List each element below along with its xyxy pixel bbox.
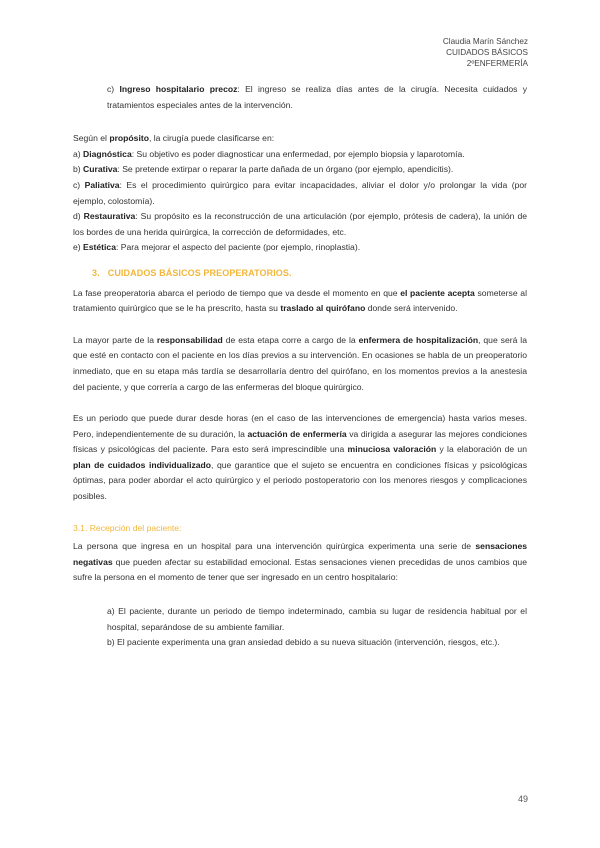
paragraph-text: someterse al tratamiento quirúrgico que se le ha prescrito, hasta su <box>73 287 527 314</box>
section-3-paragraph-2 <box>73 333 527 395</box>
item-text: : Su propósito es la reconstrucción de una articulación (por ejemplo, prótesis de cadera), la unión de los bordes de una herida quirúrgica, la corrección de deformidades, etc. <box>73 211 528 237</box>
page-number: 49 <box>517 794 528 804</box>
header-author: Claudia Marín Sánchez <box>442 37 528 46</box>
paragraph-text: Es un periodo que puede durar desde horas (en el caso de las intervenciones de emergencia) hasta varios meses. Pero, independientemente de su duración, la <box>73 413 527 439</box>
proposito-item-a <box>73 147 527 163</box>
bold-term: plan de cuidados individualizado <box>73 459 212 470</box>
header-subject: CUIDADOS BÁSICOS <box>446 48 528 57</box>
section-number: 3. <box>92 267 100 278</box>
section-title: CUIDADOS BÁSICOS PREOPERATORIOS. <box>107 267 292 278</box>
bold-term: el paciente acepta <box>400 287 475 298</box>
section-3-paragraph-1 <box>73 286 527 317</box>
item-prefix: b) <box>73 164 84 175</box>
paragraph-text: donde será intervenido. <box>365 303 458 314</box>
bold-term: enfermera de hospitalización <box>358 334 479 345</box>
item-term: Ingreso hospitalario precoz <box>119 84 238 94</box>
paragraph-text: , que garantice que el sujeto se encuentra en condiciones físicas y psicológicas óptimas, para poder abordar el acto quirúrgico y el periodo postoperatorio con los menores riesgos y complicaciones posibles. <box>73 459 527 502</box>
proposito-intro <box>73 131 527 147</box>
paragraph-text: que pueden afectar su estabilidad emocional. Estas sensaciones vienen precedidas de unos cambios que sufre la persona en el momento de tener que ser ingresado en un centro hospitalario: <box>73 556 527 583</box>
item-term: Diagnóstica <box>83 148 132 159</box>
paragraph-text: , que será la que esté en contacto con el paciente en los días previos a su intervención. En ocasiones se habla de un preoperatorio inmediato, que en su etapa más tardía se desarrollaría dentro del quirófano, en los momentos previos a la anestesia del paciente, y que correría a cargo de las enfermeras del bloque quirúrgico. <box>73 334 527 392</box>
paragraph-text: y la elaboración de un <box>436 444 527 455</box>
item-prefix: a) <box>73 148 84 159</box>
bold-term: sensaciones negativas <box>73 541 527 567</box>
bold-term: traslado al quirófano <box>280 303 366 314</box>
page-content <box>73 82 527 651</box>
item-term: Curativa <box>83 164 118 175</box>
item-prefix: e) <box>73 242 84 253</box>
item-prefix: c) <box>73 179 85 190</box>
paragraph-text: La mayor parte de la <box>73 334 157 345</box>
paragraph-text: de esta etapa corre a cargo de la <box>222 334 359 345</box>
header-course: 2ºENFERMERÍA <box>466 59 528 68</box>
item-term: Restaurativa <box>83 211 136 222</box>
proposito-item-d <box>73 209 527 240</box>
item-text: : Su objetivo es poder diagnosticar una enfermedad, por ejemplo biopsia y laparotomía. <box>131 148 465 159</box>
item-term: Estética <box>83 242 116 253</box>
subsection-3-1-paragraph <box>73 539 527 586</box>
paragraph-text: va dirigida a asegurar las mejores condiciones físicas y psicológicas del paciente. Para esto será imprescindible una <box>73 428 527 455</box>
item-term: Paliativa <box>84 179 120 190</box>
item-text: : Es el procedimiento quirúrgico para evitar incapacidades, aliviar el dolor y/o prolongar la vida (por ejemplo, colostomía). <box>73 179 528 206</box>
item-prefix: d) <box>73 211 84 222</box>
proposito-item-c <box>73 178 527 209</box>
item-text: : El ingreso se realiza días antes de la cirugía. Necesita cuidados y tratamientos especiales antes de la intervención. <box>107 84 528 110</box>
item-prefix: c) <box>107 84 120 94</box>
paragraph-text: La fase preoperatoria abarca el periodo de tiempo que va desde el momento en que <box>73 287 401 298</box>
subsection-3-1-heading: 3.1. Recepción del paciente: <box>73 522 182 533</box>
section-3-heading <box>92 266 527 282</box>
subsection-item-b: b) El paciente experimenta una gran ansiedad debido a su nueva situación (intervención, riesgos, etc.). <box>107 637 500 648</box>
bold-term: minuciosa valoración <box>347 444 437 455</box>
page-header <box>443 36 528 69</box>
item-text: : Se pretende extirpar o reparar la parte dañada de un órgano (por ejemplo, apendicitis). <box>117 164 454 175</box>
subsection-item-a: a) El paciente, durante un periodo de tiempo indeterminado, cambia su lugar de residencia habitual por el hospital, separándose de su ambiente familiar. <box>107 606 527 632</box>
item-text: : Para mejorar el aspecto del paciente (por ejemplo, rinoplastia). <box>116 242 361 253</box>
item-c-ingreso-precoz <box>73 82 527 113</box>
intro-text: Según el <box>73 133 110 144</box>
bold-term: responsabilidad <box>156 334 223 345</box>
proposito-item-e <box>73 240 527 256</box>
section-3-paragraph-3 <box>73 411 527 505</box>
intro-text: , la cirugía puede clasificarse en: <box>148 133 275 144</box>
proposito-item-b <box>73 162 527 178</box>
intro-term: propósito <box>109 133 149 144</box>
bold-term: actuación de enfermería <box>247 428 347 439</box>
paragraph-text: La persona que ingresa en un hospital para una intervención quirúrgica experimenta una serie de <box>73 541 476 552</box>
